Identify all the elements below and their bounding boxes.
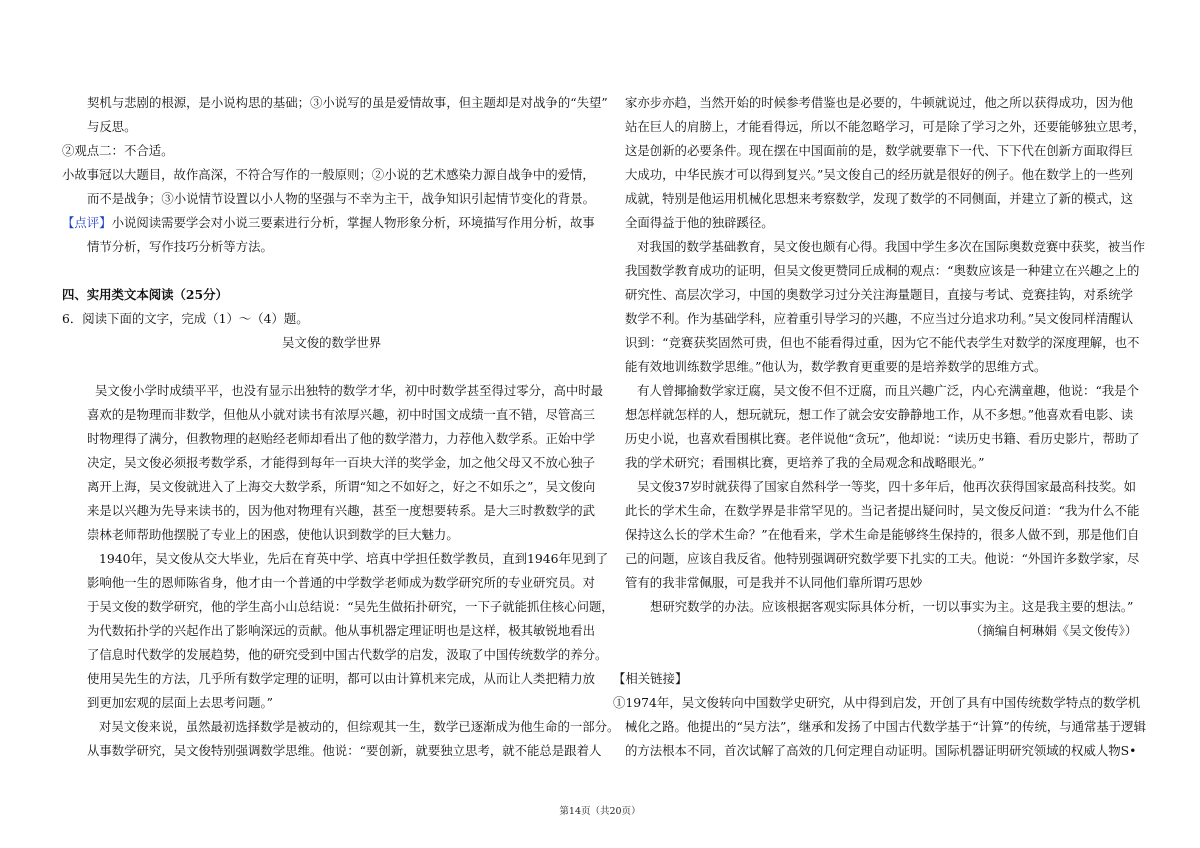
review-text: 小说阅读需要学会对小说三要素进行分析，掌握人物形象分析，环境描写作用分析，故事 (111, 215, 595, 230)
text-line: ②观点二：不合适。 (62, 143, 174, 158)
text-line: 全面得益于他的独辟蹊径。 (625, 215, 774, 230)
text-line: 时物理得了满分，但教物理的赵贻经老师却看出了他的数学潜力，力荐他入数学系。正始中学 (87, 431, 596, 446)
text-line: 此长的学术生命，在数学界是非常罕见的。当记者提出疑问时，吴文俊反问道：“我为什么不能 (625, 503, 1140, 518)
text-line: 了信息时代数学的发展趋势，他的研究受到中国古代数学的启发，汲取了中国传统数学的养分。 (87, 647, 608, 662)
text-line: 为代数拓扑学的兴起作出了影响深远的贡献。他从事机器定理证明也是这样，极其敏锐地看出 (87, 623, 596, 638)
text-line: 能有效地训练数学思维。”他认为，数学教育更重要的是培养数学的思维方式。 (625, 359, 1047, 374)
text-line: 我的学术研究；看围棋比赛，更培养了我的全局观念和战略眼光。” (625, 455, 985, 470)
text-line: ①1974年，吴文俊转向中国数学史研究，从中得到启发，开创了具有中国传统数学特点的数学机 (613, 695, 1141, 710)
source-citation: （摘编自柯琳娟《吴文俊传》） (970, 623, 1138, 638)
related-link-heading: 【相关链接】 (613, 671, 688, 686)
text-line: 有人曾揶揄数学家迂腐，吴文俊不但不迂腐，而且兴趣广泛，内心充满童趣，他说：“我是个 (637, 383, 1139, 398)
text-line: 崇林老师帮助他摆脱了专业上的困惑，使他认识到数学的巨大魅力。 (87, 527, 459, 542)
text-line: 大成功，中华民族才可以得到复兴。”吴文俊自己的经历就是很好的例子。他在数学上的一些列 (625, 167, 1134, 182)
text-line: 成就，特别是他运用机械化思想来考察数学，发现了数学的不同侧面，并建立了新的模式，这 (625, 191, 1134, 206)
section-heading: 四、实用类文本阅读（25分） (62, 287, 228, 302)
text-line: 对吴文俊来说，虽然最初选择数学是被动的，但综观其一生，数学已逐渐成为他生命的一部分。 (99, 719, 620, 734)
text-line: 历史小说，也喜欢看围棋比赛。老伴说他“贪玩”，他却说：“读历史书籍、看历史影片，帮助了 (625, 431, 1140, 446)
text-line: 到更加宏观的层面上去思考问题。” (87, 695, 273, 710)
text-line: 从事数学研究，吴文俊特别强调数学思维。他说：“要创新，就要独立思考，就不能总是跟着人 (87, 743, 602, 758)
text-line: 契机与悲剧的根源，是小说构思的基础；③小说写的虽是爱情故事，但主题却是对战争的“失望” (87, 95, 608, 110)
text-line: 决定，吴文俊必须报考数学系，才能得到每年一百块大洋的奖学金，加之他父母又不放心独子 (87, 455, 596, 470)
text-line: 小故事冠以大题目，故作高深，不符合写作的一般原则；②小说的艺术感染力源自战争中的爱情， (62, 167, 595, 182)
text-line: 吴文俊小学时成绩平平，也没有显示出独特的数学才华，初中时数学甚至得过零分，高中时最 (95, 383, 604, 398)
page-footer: 第14页（共20页） (559, 806, 641, 817)
text-line: 保持这么长的学术生命？”在他看来，学术生命是能够终生保持的，很多人做不到，那是他们自 (625, 527, 1140, 542)
text-line: 想研究数学的办法。应该根据客观实际具体分析，一切以事实为主。这是我主要的想法。” (650, 599, 1134, 614)
text-line: 这是创新的必要条件。现在摆在中国面前的是，数学就要靠下一代、下下代在创新方面取得巨 (625, 143, 1134, 158)
article-title: 吴文俊的数学世界 (282, 335, 382, 350)
text-line: 的方法根本不同，首次试解了高效的几何定理自动证明。国际机器证明研究领域的权威人物S• (625, 743, 1137, 758)
text-line: 研究性、高层次学习，中国的奥数学习过分关注海量题目，直接与考试、竞赛挂钩，对系统学 (625, 287, 1134, 302)
text-line: 影响他一生的恩师陈省身，他才由一个普通的中学数学老师成为数学研究所的专业研究员。对 (87, 575, 596, 590)
text-line: 情节分析，写作技巧分析等方法。 (87, 239, 273, 254)
text-line: 吴文俊37岁时就获得了国家自然科学一等奖，四十多年后，他再次获得国家最高科技奖。如 (637, 479, 1137, 494)
text-line: 而不是战争；③小说情节设置以小人物的坚强与不幸为主干，战争知识引起情节变化的背景。 (87, 191, 596, 206)
text-line: 械化之路。他提出的“吴方法”，继承和发扬了中国古代数学基于“计算”的传统，与通常基于逻辑 (625, 719, 1146, 734)
text-line: 管有的我非常佩服，可是我并不认同他们靠所谓巧思妙 (625, 575, 923, 590)
text-line: 1940年，吴文俊从交大毕业，先后在育英中学、培真中学担任数学教员，直到1946年见到了 (99, 551, 609, 566)
text-line: 识到：“竞赛获奖固然可贵，但也不能看得过重，因为它不能代表学生对数学的深度理解，也不 (625, 335, 1140, 350)
text-line: 站在巨人的肩膀上，才能看得远，所以不能忽略学习，可是除了学习之外，还要能够独立思考， (625, 119, 1146, 134)
question-prompt: 6．阅读下面的文字，完成（1）～（4）题。 (62, 311, 309, 326)
text-line: 家亦步亦趋，当然开始的时候参考借鉴也是必要的，牛顿就说过，他之所以获得成功，因为他 (625, 95, 1134, 110)
review-line (62, 215, 595, 231)
text-line: 我国数学教育成功的证明，但吴文俊更赞同丘成桐的观点：“奥数应该是一种建立在兴趣之上的 (625, 263, 1140, 278)
text-line: 喜欢的是物理而非数学，但他从小就对读书有浓厚兴趣，初中时国文成绩一直不错，尽管高三 (87, 407, 596, 422)
text-line: 于吴文俊的数学研究，他的学生高小山总结说：“吴先生做拓扑研究，一下子就能抓住核心问题， (87, 599, 614, 614)
text-line: 离开上海，吴文俊就进入了上海交大数学系，所谓“知之不如好之，好之不如乐之”，吴文俊向 (87, 479, 596, 494)
text-line: 对我国的数学基础教育，吴文俊也颇有心得。我国中学生多次在国际奥数竞赛中获奖，被当作 (637, 239, 1146, 254)
text-line: 己的问题，应该自我反省。他特别强调研究数学要下扎实的工夫。他说：“外国许多数学家，尽 (625, 551, 1140, 566)
review-label: 【点评】 (62, 215, 112, 230)
text-line: 想怎样就怎样的人，想玩就玩，想工作了就会安安静静地工作，从不多想。”他喜欢看电影、读 (625, 407, 1134, 422)
text-line: 来是以兴趣为先导来读书的，因为他对物理有兴趣，甚至一度想要转系。是大三时教数学的武 (87, 503, 596, 518)
text-line: 数学不利。作为基础学科，应着重引导学习的兴趣，不应当过分追求功利。”吴文俊同样清醒认 (625, 311, 1134, 326)
text-line: 与反思。 (87, 119, 137, 134)
text-line: 使用吴先生的方法，几乎所有数学定理的证明，都可以由计算机来完成，从而让人类把精力放 (87, 671, 596, 686)
